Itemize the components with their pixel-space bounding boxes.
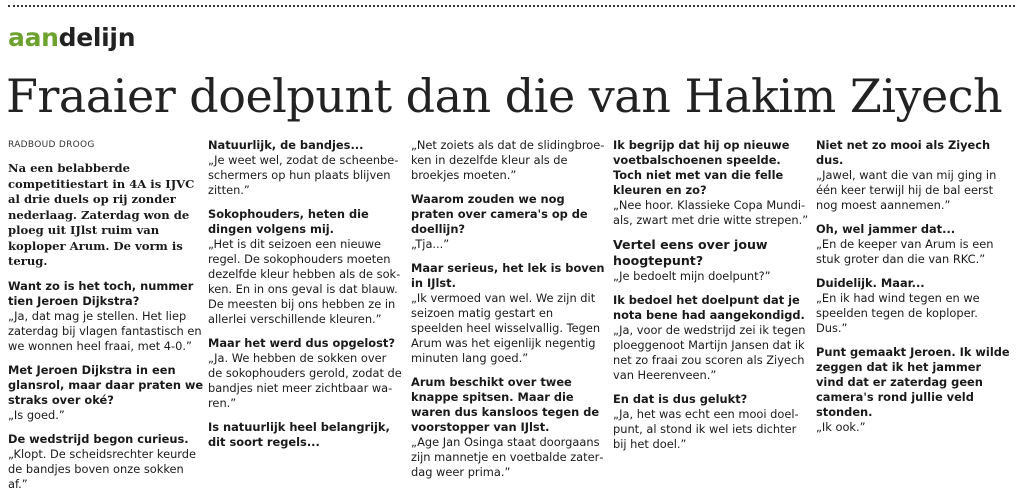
answer: „Age Jan Osinga staat doorgaans zijn mannetje en voetbalde zaterdag weer prima.” (411, 435, 604, 479)
answer: „Net zoiets als dat de slidingbroeken in dezelfde kleur als de broekjes moeten.” (411, 138, 605, 182)
qa-block (411, 138, 607, 183)
headline: Fraaier doelpunt dan die van Hakim Ziyech (6, 69, 1003, 123)
column-1 (8, 138, 204, 501)
answer: „Klopt. De scheidsrechter keurde de bandjes boven onze sokken af.” (8, 446, 197, 491)
column-2 (208, 138, 404, 459)
qa-block (411, 261, 607, 366)
qa-block (8, 363, 204, 423)
question: Waarom zouden we nog praten over camera's op de doellijn? (411, 192, 588, 236)
question: Maar serieus, het lek is boven in IJlst. (411, 261, 605, 290)
question: Arum beschikt over twee knappe spitsen. Maar die waren dus kansloos tegen de voorstopper van IJlst. (411, 375, 600, 434)
question: Ik bedoel het doelpunt dat je nota bene had aangekondigd. (613, 293, 805, 322)
question: De wedstrijd begon curieus. (8, 431, 189, 446)
answer: „Ja, het was echt een mooi doelpunt, al stond ik wel iets dichter bij het doel.” (613, 407, 799, 451)
question: Maar het werd dus opgelost? (208, 336, 395, 350)
answer: „Is goed.” (8, 407, 65, 422)
column-5 (816, 138, 1012, 444)
question: Punt gemaakt Jeroen. Ik wilde zeggen dat ik het jammer vind dat er zaterdag geen camera's rond jullie veld stonden. (816, 345, 1010, 419)
answer: „Je bedoelt mijn doelpunt?” (613, 269, 771, 283)
column-1-qa (8, 279, 204, 492)
question: Ik begrijp dat hij op nieuwe voetbalschoenen speelde. Toch niet met van die felle kleuren en zo? (613, 138, 790, 197)
qa-block (208, 336, 404, 411)
intro: Na een belabberde competitiestart in 4A is IJVC al drie duels op rij zonder nederlaag. Zaterdag won de ploeg uit IJlst ruim van koploper Arum. De vorm is terug. (8, 161, 195, 268)
qa-block (816, 222, 1012, 267)
answer: „Jawel, want die van mij ging in één keer terwijl hij de bal eerst nog moest aannemen.” (816, 168, 997, 212)
answer: „Ja, voor de wedstrijd zei ik tegen ploeggenoot Martijn Jansen dat ik net zo fraai zou scoren als Ziyech van Heerenveen.” (613, 323, 806, 382)
byline: RADBOUD DROOG (8, 140, 95, 150)
qa-block (816, 138, 1012, 213)
answer: „Nee hoor. Klassieke Copa Mundials, zwart met drie witte strepen.” (613, 198, 809, 227)
question: Is natuurlijk heel belangrijk, dit soort regels... (208, 420, 390, 449)
answer: „Het is dit seizoen een nieuwe regel. De sokophouders moeten dezelfde kleur hebben als de sokken. En in ons geval is dat blauw. De meesten bij ons hebben ze in allerlei verschillende kleuren.” (208, 237, 401, 326)
column-4 (613, 138, 809, 461)
question: Sokophouders, heten die dingen volgens mij. (208, 207, 369, 236)
rubric-part-green: aan (8, 23, 59, 52)
top-dotted-rule (8, 5, 1015, 7)
qa-block (613, 138, 809, 228)
rubric-part-dark: delijn (58, 23, 136, 52)
answer: „Ik ook.” (816, 420, 866, 434)
qa-block (208, 207, 404, 327)
qa-block (613, 392, 809, 452)
question: Oh, wel jammer dat... (816, 222, 956, 236)
question: Vertel eens over jouw hoogtepunt? (613, 237, 768, 268)
answer: „Ja, dat mag je stellen. Het liep zaterdag bij vlagen fantastisch en we wonnen heel fraai, met 4-0.” (8, 308, 202, 353)
answer: „Je weet wel, zodat de scheenbeschermers op hun plaats blijven zitten.” (208, 153, 399, 197)
qa-block (411, 192, 607, 252)
question: Duidelijk. Maar... (816, 276, 925, 290)
question: Natuurlijk, de bandjes... (208, 138, 364, 152)
qa-block (411, 375, 607, 480)
qa-block (208, 138, 404, 198)
question: Met Jeroen Dijkstra in een glansrol, maar daar praten we straks over oké? (8, 362, 204, 407)
qa-block (613, 293, 809, 383)
qa-block (8, 432, 204, 492)
qa-block (208, 420, 404, 450)
question: Want zo is het toch, nummer tien Jeroen Dijkstra? (8, 278, 194, 308)
question: Niet net zo mooi als Ziyech dus. (816, 138, 991, 167)
answer: „Tja...” (411, 237, 450, 251)
qa-block (816, 276, 1012, 336)
answer: „En ik had wind tegen en we speelden tegen de koploper. Dus.” (816, 291, 980, 335)
answer: „Ik vermoed van wel. We zijn dit seizoen matig gestart en speelden heel wisselvallig. Tegen Arum was het eigenlijk negentig minuten lang goed.” (411, 291, 601, 365)
answer: „Ja. We hebben de sokken over de sokophouders gerold, zodat de bandjes niet meer zichtbaar waren.” (208, 351, 402, 410)
qa-block (816, 345, 1012, 435)
qa-block (8, 279, 204, 354)
question: En dat is dus gelukt? (613, 392, 748, 406)
qa-block (613, 237, 809, 284)
section-rubric (8, 23, 135, 52)
column-3 (411, 138, 607, 489)
answer: „En de keeper van Arum is een stuk groter dan die van RKC.” (816, 237, 994, 266)
